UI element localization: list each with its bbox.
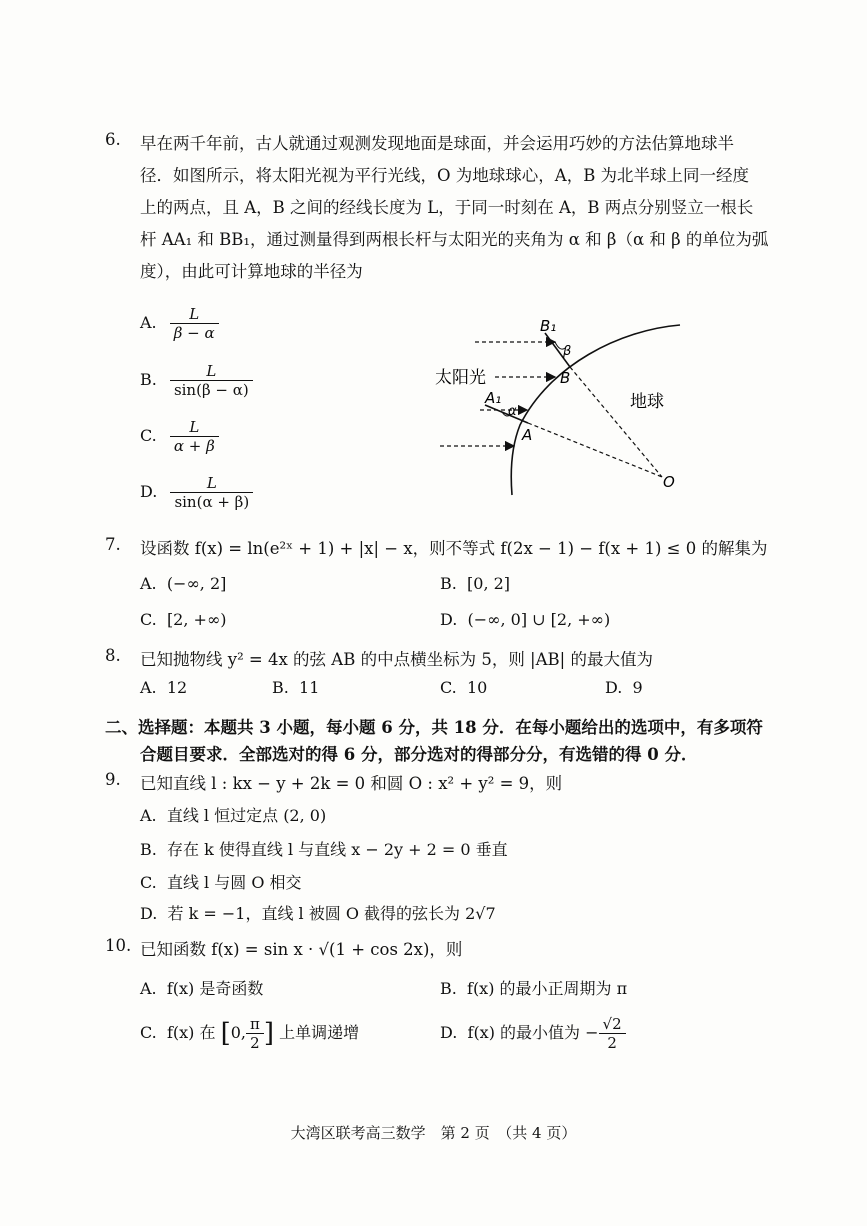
radius-oa <box>528 423 662 477</box>
label-sunlight: 太阳光 <box>435 368 486 388</box>
q6-option-b[interactable]: B. $\frac{L}{\sin(\beta - \alpha)}$ <box>140 362 253 399</box>
q6-line-2: 径．如图所示，将太阳光视为平行光线，O 为地球球心，A，B 为北半球上同一经度 <box>140 166 750 185</box>
section-2-heading-line-1: 二、选择题：本题共 3 小题，每小题 6 分，共 18 分．在每小题给出的选项中，有多项符 <box>105 718 763 737</box>
label-beta: β <box>563 344 572 359</box>
q10-number: 10. <box>105 936 132 955</box>
q9-text: 已知直线 l : kx − y + 2k = 0 和圆 O : x² + y² = 9，则 <box>140 774 563 793</box>
q9-option-a[interactable]: A. 直线 l 恒过定点 (2, 0) <box>140 806 327 825</box>
earth-sunlight-figure <box>420 305 700 505</box>
q8-number: 8. <box>105 646 121 665</box>
label-b1: B₁ <box>540 317 557 335</box>
q6-line-3: 上的两点，且 A，B 之间的经线长度为 L，于同一时刻在 A，B 两点分别竖立一根长 <box>140 198 754 217</box>
q7-text: 设函数 f(x) = ln(e²ˣ + 1) + |x| − x，则不等式 f(2x − 1) − f(x + 1) ≤ 0 的解集为 <box>140 539 768 558</box>
label-a: A <box>522 426 533 444</box>
section-2-heading-line-2: 合题目要求．全部选对的得 6 分，部分选对的得部分分，有选错的得 0 分． <box>140 745 698 764</box>
q9-option-c[interactable]: C. 直线 l 与圆 O 相交 <box>140 873 302 892</box>
q10-option-a[interactable]: A. f(x) 是奇函数 <box>140 979 264 998</box>
q10-option-c[interactable]: C. f(x) 在 [0, $\frac{\pi}{2}$ ] 上单调递增 <box>140 1015 360 1052</box>
q8-option-b[interactable]: B. 11 <box>272 678 320 697</box>
q7-option-b[interactable]: B. [0, 2] <box>440 574 511 593</box>
q9-option-b[interactable]: B. 存在 k 使得直线 l 与直线 x − 2y + 2 = 0 垂直 <box>140 840 508 859</box>
q6-line-4: 杆 AA₁ 和 BB₁，通过测量得到两根长杆与太阳光的夹角为 α 和 β（α 和 β 的单位为弧 <box>140 230 769 249</box>
q6-option-d[interactable]: D. $\frac{L}{\sin(\alpha + \beta)}$ <box>140 474 253 511</box>
q6-number: 6. <box>105 130 121 149</box>
q10-option-b[interactable]: B. f(x) 的最小正周期为 π <box>440 979 628 998</box>
pole-aa1 <box>485 405 528 423</box>
q7-option-c[interactable]: C. [2, +∞) <box>140 610 227 629</box>
page-footer: 大湾区联考高三数学 第 2 页 （共 4 页） <box>290 1124 577 1142</box>
q10-option-d[interactable]: D. f(x) 的最小值为 − $\frac{√2}{2}$ <box>440 1015 626 1052</box>
q6-line-1: 早在两千年前，古人就通过观测发现地面是球面，并会运用巧妙的方法估算地球半 <box>140 134 734 153</box>
q7-number: 7. <box>105 535 121 554</box>
q8-text: 已知抛物线 y² = 4x 的弦 AB 的中点横坐标为 5，则 |AB| 的最大值为 <box>140 650 653 669</box>
label-earth: 地球 <box>630 392 664 412</box>
q7-option-a[interactable]: A. (−∞, 2] <box>140 574 227 593</box>
q9-option-d[interactable]: D. 若 k = −1，直线 l 被圆 O 截得的弦长为 2√7 <box>140 904 496 923</box>
label-a1: A₁ <box>485 389 502 407</box>
q6-option-c[interactable]: C. $\frac{L}{\alpha + \beta}$ <box>140 418 219 455</box>
q10-text: 已知函数 f(x) = sin x · √(1 + cos 2x)，则 <box>140 940 463 959</box>
label-b: B <box>560 369 571 387</box>
q7-option-d[interactable]: D. (−∞, 0] ∪ [2, +∞) <box>440 610 611 629</box>
q6-option-a[interactable]: A. $\frac{L}{\beta - \alpha}$ <box>140 305 219 342</box>
label-alpha: α <box>508 404 517 419</box>
q6-line-5: 度），由此可计算地球的半径为 <box>140 262 363 281</box>
q8-option-d[interactable]: D. 9 <box>605 678 643 697</box>
q8-option-a[interactable]: A. 12 <box>140 678 188 697</box>
radius-ob <box>570 367 662 477</box>
q8-option-c[interactable]: C. 10 <box>440 678 488 697</box>
label-o: O <box>663 473 675 491</box>
q9-number: 9. <box>105 770 121 789</box>
